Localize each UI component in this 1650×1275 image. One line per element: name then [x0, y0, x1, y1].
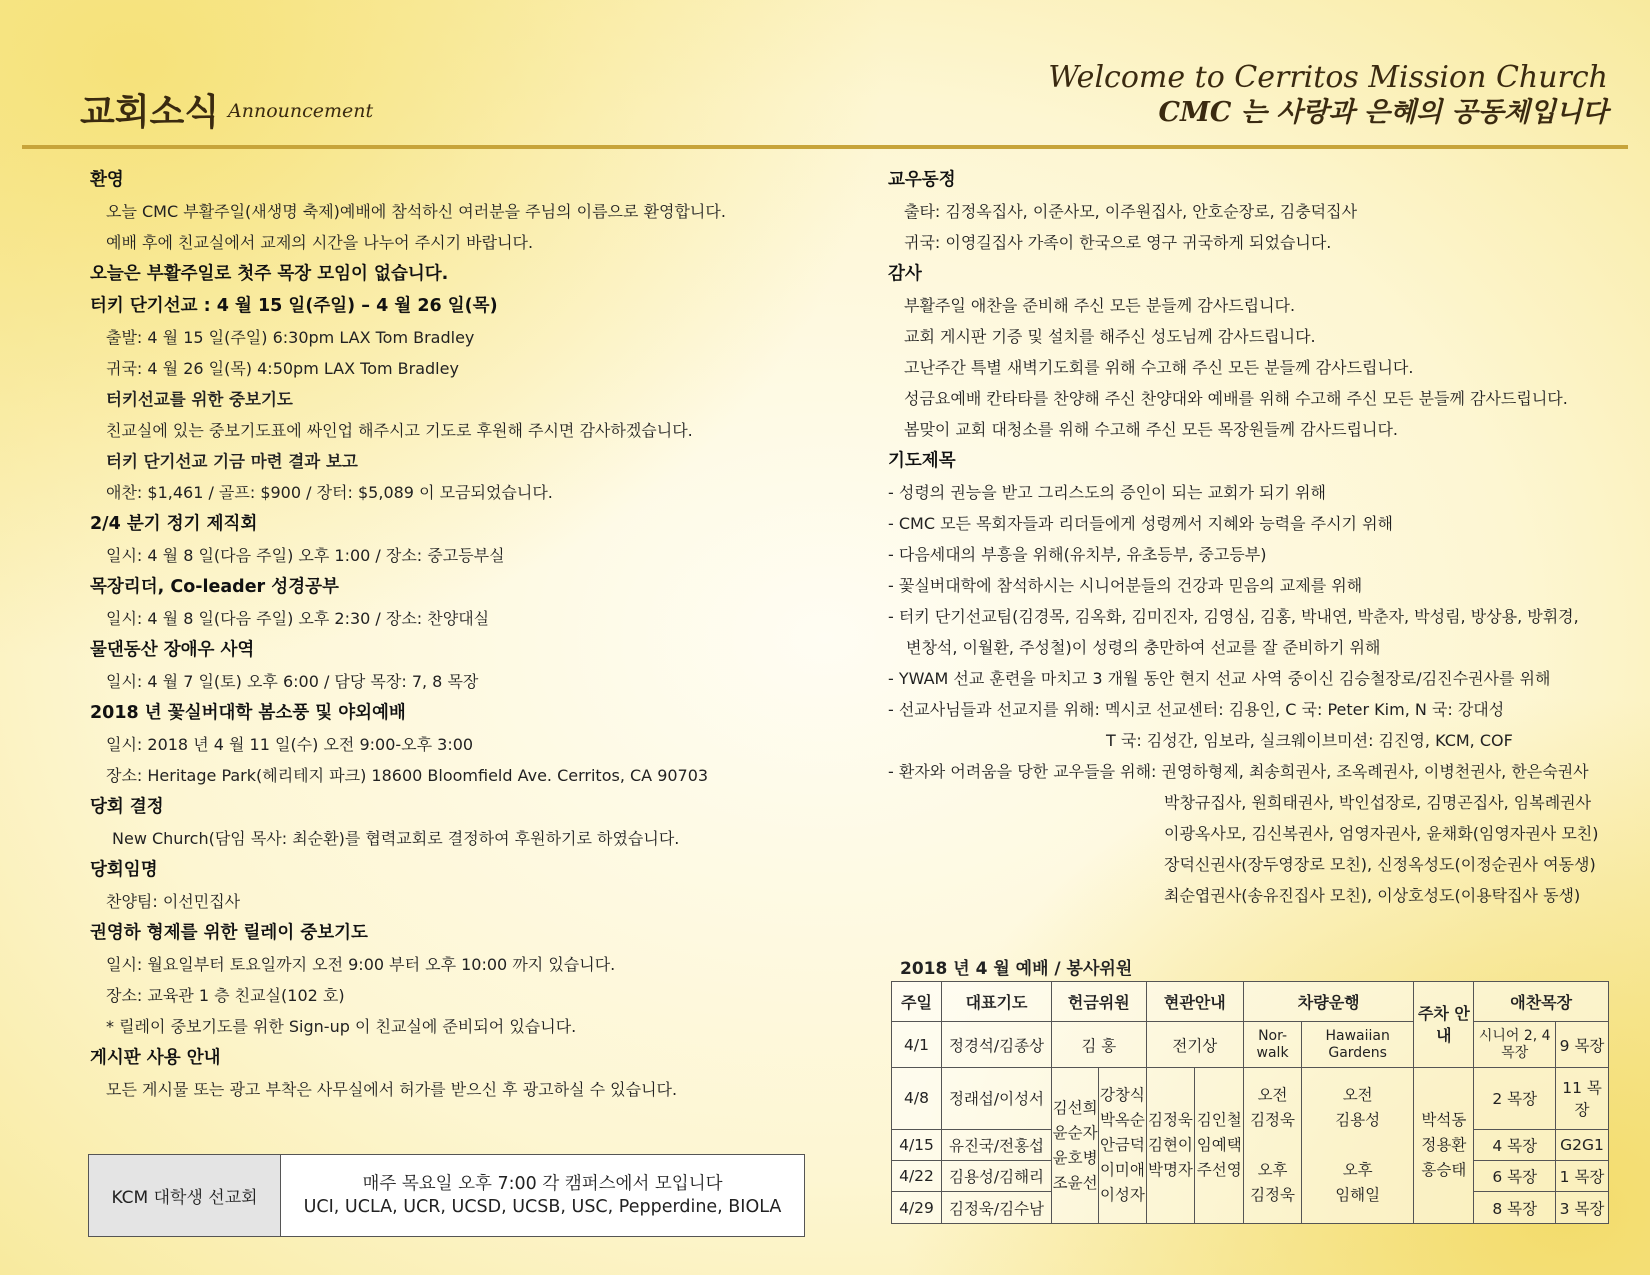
text-line: 모든 게시물 또는 광고 부착은 사무실에서 허가를 받으신 후 광고하실 수 있습니다. — [106, 1080, 678, 1099]
section-heading: 목장리더, Co-leader 성경공부 — [90, 577, 339, 597]
name-item: 조윤선 — [1052, 1173, 1098, 1192]
name-item: 박명자 — [1147, 1161, 1193, 1179]
spacer — [1244, 1133, 1301, 1158]
header-parking: 주차 안내 — [1414, 982, 1474, 1068]
offering-cell: 김 홍 — [1052, 1022, 1147, 1068]
prayer-cell: 정래섭/이성서 — [942, 1068, 1052, 1130]
header-offering: 헌금위원 — [1052, 982, 1147, 1022]
welcome-banner — [1048, 60, 1608, 130]
prayer-item-continued: 장덕신권사(장두영장로 모친), 신정옥성도(이정순권사 여동생) — [1164, 855, 1596, 874]
text-line: * 릴레이 중보기도를 위한 Sign-up 이 친교실에 준비되어 있습니다. — [106, 1017, 577, 1036]
prayer-item: - 다음세대의 부흥을 위해(유치부, 유초등부, 중고등부) — [888, 545, 1267, 564]
name-item: 오후 — [1342, 1161, 1373, 1179]
meal-cell: 1 목장 — [1556, 1161, 1609, 1192]
text-line: 일시: 2018 년 4 월 11 일(수) 오전 9:00-오후 3:00 — [106, 735, 474, 754]
service-table-title: 2018 년 4 월 예배 / 봉사위원 — [900, 959, 1133, 979]
table-row — [892, 1068, 1609, 1130]
section-heading: 권영하 형제를 위한 릴레이 중보기도 — [90, 923, 368, 943]
header-sunday: 주일 — [892, 982, 942, 1022]
offering-group-a — [1052, 1068, 1099, 1224]
text-line: 예배 후에 친교실에서 교제의 시간을 나누어 주시기 바랍니다. — [106, 233, 534, 252]
name-item: 김선희 — [1052, 1098, 1098, 1117]
name-item: 김정욱 — [1250, 1111, 1295, 1129]
name-item: 이성자 — [1099, 1186, 1145, 1204]
text-line: 출발: 4 월 15 일(주일) 6:30pm LAX Tom Bradley — [106, 328, 475, 347]
welcome-line-korean: CMC 는 사랑과 은혜의 공동체입니다 — [1158, 97, 1608, 128]
prayer-item: - 터키 단기선교팀(김경목, 김옥화, 김미진자, 김영심, 김홍, 박내연, 박춘자, 박성림, 방상용, 방휘경, — [888, 607, 1579, 626]
text-line: 출타: 김정옥집사, 이준사모, 이주원집사, 안호순장로, 김충덕집사 — [904, 202, 1358, 221]
welcome-line-english: Welcome to Cerritos Mission Church — [1048, 60, 1608, 95]
meal-cell: 11 목장 — [1556, 1068, 1609, 1130]
service-table — [891, 981, 1609, 1224]
prayer-item: - 환자와 어려움을 당한 교우들을 위해: 권영하형제, 최송희권사, 조옥례권사, 이병천권사, 한은숙권사 — [888, 762, 1589, 781]
date-cell: 4/22 — [892, 1161, 942, 1192]
table-row — [892, 1022, 1609, 1068]
right-column — [888, 164, 1608, 911]
prayer-cell: 유진국/전홍섭 — [942, 1129, 1052, 1160]
section-heading: 당회임명 — [90, 860, 158, 880]
text-line: 귀국: 이영길집사 가족이 한국으로 영구 귀국하게 되었습니다. — [904, 233, 1332, 252]
prayer-item-continued: T 국: 김성간, 임보라, 실크웨이브미션: 김진영, KCM, COF — [1106, 731, 1513, 750]
spacer — [1302, 1133, 1413, 1158]
section-heading: 당회 결정 — [90, 797, 164, 817]
text-line: New Church(담임 목사: 최순환)를 협력교회로 결정하여 후원하기로 하였습니다. — [112, 829, 680, 848]
text-line: 고난주간 특별 새벽기도회를 위해 수고해 주신 모든 분들께 감사드립니다. — [904, 358, 1414, 377]
kcm-details — [281, 1155, 804, 1236]
greeting-group-b — [1195, 1068, 1244, 1224]
name-item: 강창식 — [1099, 1086, 1145, 1104]
section-heading: 기도제목 — [888, 451, 956, 471]
name-item: 오전 — [1257, 1086, 1288, 1104]
table-header-row — [892, 982, 1609, 1022]
sub-heading: 터키 단기선교 기금 마련 결과 보고 — [106, 452, 358, 471]
text-line: 찬양팀: 이선민집사 — [106, 892, 241, 911]
section-heading: 터키 단기선교 : 4 월 15 일(주일) – 4 월 26 일(목) — [90, 296, 498, 316]
text-line: 장소: 교육관 1 층 친교실(102 호) — [106, 986, 345, 1005]
meal-cell: 3 목장 — [1556, 1192, 1609, 1224]
senior-cell: 시니어 2, 4 목장 — [1474, 1022, 1556, 1068]
meal-cell: G2G1 — [1556, 1129, 1609, 1160]
section-heading: 2018 년 꽃실버대학 봄소풍 및 야외예배 — [90, 703, 406, 723]
meal-cell: 2 목장 — [1474, 1068, 1556, 1130]
header-greeting: 현관안내 — [1146, 982, 1244, 1022]
text-line: 친교실에 있는 중보기도표에 싸인업 해주시고 기도로 후원해 주시면 감사하겠습니다. — [106, 421, 693, 440]
prayer-cell: 정경석/김종상 — [942, 1022, 1052, 1068]
section-heading: 교우동정 — [888, 170, 956, 190]
name-item: 주선영 — [1196, 1161, 1242, 1179]
page-title: 교회소식 — [80, 91, 220, 133]
name-item: 오후 — [1257, 1161, 1288, 1179]
prayer-cell: 김정욱/김수남 — [942, 1192, 1052, 1224]
section-heading: 게시판 사용 안내 — [90, 1048, 221, 1068]
text-line: 일시: 월요일부터 토요일까지 오전 9:00 부터 오후 10:00 까지 있습니다. — [106, 955, 616, 974]
prayer-item-continued: 최순엽권사(송유진집사 모친), 이상호성도(이용탁집사 동생) — [1164, 886, 1581, 905]
name-item: 김현이 — [1147, 1136, 1193, 1154]
kcm-schedule: 매주 목요일 오후 7:00 각 캠퍼스에서 모입니다 — [362, 1173, 723, 1194]
section-heading: 오늘은 부활주일로 첫주 목장 모임이 없습니다. — [90, 264, 449, 284]
prayer-item-continued: 이광옥사모, 김신복권사, 엄영자권사, 윤채화(임영자권사 모친) — [1164, 824, 1599, 843]
parking-group — [1414, 1068, 1474, 1224]
kcm-info-box — [88, 1154, 805, 1237]
name-item: 홍승태 — [1421, 1161, 1467, 1179]
section-heading: 물댄동산 장애우 사역 — [90, 640, 255, 660]
text-line: 봄맞이 교회 대청소를 위해 수고해 주신 모든 목장원들께 감사드립니다. — [904, 420, 1398, 439]
name-item: 박석동 — [1421, 1111, 1467, 1129]
header-vehicle: 차량운행 — [1244, 982, 1414, 1022]
text-line: 일시: 4 월 7 일(토) 오후 6:00 / 담당 목장: 7, 8 목장 — [106, 672, 479, 691]
hawaiian-subheader: Hawaiian Gardens — [1302, 1022, 1414, 1068]
text-line: 일시: 4 월 8 일(다음 주일) 오후 2:30 / 장소: 찬양대실 — [106, 609, 490, 628]
text-line: 귀국: 4 월 26 일(목) 4:50pm LAX Tom Bradley — [106, 359, 459, 378]
name-item: 정용환 — [1421, 1136, 1467, 1154]
prayer-item-continued: 박창규집사, 원희태권사, 박인섭장로, 김명곤집사, 임복례권사 — [1164, 793, 1592, 812]
date-cell: 4/29 — [892, 1192, 942, 1224]
page-subtitle: Announcement — [228, 100, 374, 122]
header-divider — [22, 145, 1628, 149]
norwalk-schedule — [1244, 1068, 1302, 1224]
section-heading: 환영 — [90, 170, 124, 190]
norwalk-subheader: Nor- walk — [1244, 1022, 1302, 1068]
text-line: 교회 게시판 기증 및 설치를 해주신 성도님께 감사드립니다. — [904, 327, 1316, 346]
section-heading: 2/4 분기 정기 제직회 — [90, 514, 258, 534]
name-item: 김인철 — [1196, 1111, 1242, 1129]
name-item: 이미애 — [1099, 1161, 1145, 1179]
text-line: 일시: 4 월 8 일(다음 주일) 오후 1:00 / 장소: 중고등부실 — [106, 546, 505, 565]
meal-cell: 6 목장 — [1474, 1161, 1556, 1192]
text-line: 성금요예배 칸타타를 찬양해 주신 찬양대와 예배를 위해 수고해 주신 모든 분들께 감사드립니다. — [904, 389, 1568, 408]
meal-cell: 4 목장 — [1474, 1129, 1556, 1160]
kcm-label: KCM 대학생 선교회 — [89, 1155, 281, 1236]
prayer-item: - YWAM 선교 훈련을 마치고 3 개월 동안 현지 선교 사역 중이신 김승철장로/김진수권사를 위해 — [888, 669, 1551, 688]
name-item: 오전 — [1342, 1086, 1373, 1104]
kcm-campuses: UCI, UCLA, UCR, UCSD, UCSB, USC, Pepperdine, BIOLA — [303, 1196, 782, 1217]
prayer-item: - CMC 모든 목회자들과 리더들에게 성령께서 지혜와 능력을 주시기 위해 — [888, 514, 1394, 533]
name-item: 김정욱 — [1147, 1111, 1193, 1129]
prayer-item-continued: 변창석, 이월환, 주성철)이 성령의 충만하여 선교를 잘 준비하기 위해 — [906, 638, 1381, 657]
name-item: 박옥순 — [1099, 1111, 1145, 1129]
date-cell: 4/15 — [892, 1129, 942, 1160]
header-prayer: 대표기도 — [942, 982, 1052, 1022]
prayer-cell: 김용성/김해리 — [942, 1161, 1052, 1192]
greeting-cell: 전기상 — [1146, 1022, 1244, 1068]
offering-group-b — [1099, 1068, 1146, 1224]
name-item: 안금덕 — [1099, 1136, 1145, 1154]
hawaiian-schedule — [1302, 1068, 1414, 1224]
prayer-item: - 성령의 권능을 받고 그리스도의 증인이 되는 교회가 되기 위해 — [888, 483, 1326, 502]
greeting-group-a — [1146, 1068, 1195, 1224]
name-item: 임해일 — [1335, 1186, 1381, 1204]
date-cell: 4/1 — [892, 1022, 942, 1068]
name-item: 윤순자 — [1052, 1123, 1098, 1142]
name-item: 김용성 — [1335, 1111, 1381, 1129]
text-line: 오늘 CMC 부활주일(새생명 축제)예배에 참석하신 여러분을 주님의 이름으로 환영합니다. — [106, 202, 726, 221]
header-meal: 애찬목장 — [1474, 982, 1609, 1022]
prayer-item: - 꽃실버대학에 참석하시는 시니어분들의 건강과 믿음의 교제를 위해 — [888, 576, 1363, 595]
text-line: 장소: Heritage Park(헤리테지 파크) 18600 Bloomfield Ave. Cerritos, CA 90703 — [106, 766, 709, 785]
page-header — [0, 0, 1650, 150]
text-line: 부활주일 애찬을 준비해 주신 모든 분들께 감사드립니다. — [904, 296, 1296, 315]
sub-heading: 터키선교를 위한 중보기도 — [106, 390, 293, 409]
text-line: 애찬: $1,461 / 골프: $900 / 장터: $5,089 이 모금되었습니다. — [106, 483, 553, 502]
prayer-item: - 선교사님들과 선교지를 위해: 멕시코 선교센터: 김용인, C 국: Peter Kim, N 국: 강대성 — [888, 700, 1505, 719]
left-column — [90, 164, 810, 1105]
name-item: 김정욱 — [1250, 1186, 1295, 1204]
date-cell: 4/8 — [892, 1068, 942, 1130]
section-heading: 감사 — [888, 264, 922, 284]
meal-cell: 9 목장 — [1556, 1022, 1609, 1068]
name-item: 임예택 — [1196, 1136, 1242, 1154]
name-item: 윤호병 — [1052, 1148, 1098, 1167]
meal-cell: 8 목장 — [1474, 1192, 1556, 1224]
